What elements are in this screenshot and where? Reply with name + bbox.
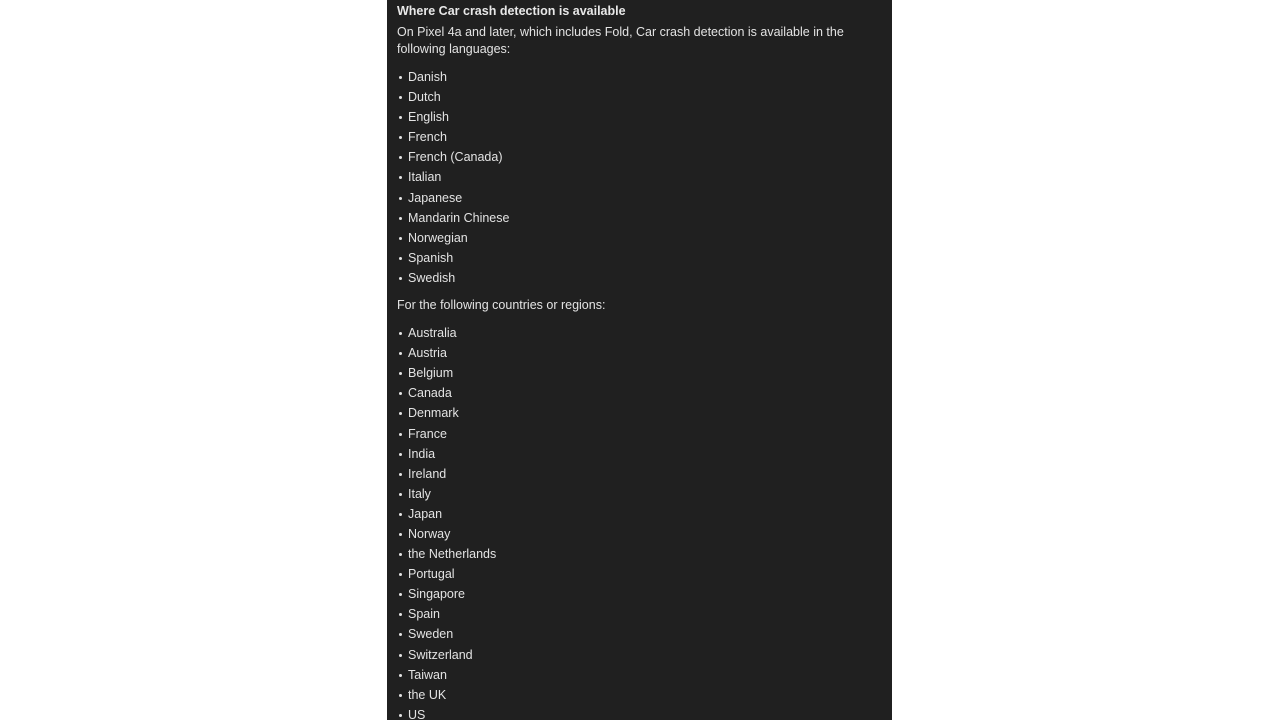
list-item-language: English xyxy=(397,107,882,127)
list-item-region: Portugal xyxy=(397,564,882,584)
list-item-language: Danish xyxy=(397,67,882,87)
list-item-language: Spanish xyxy=(397,248,882,268)
list-item-region: Denmark xyxy=(397,403,882,423)
list-item-language: French (Canada) xyxy=(397,147,882,167)
regions-list xyxy=(397,323,882,720)
list-item-language: Japanese xyxy=(397,188,882,208)
list-item-language: Swedish xyxy=(397,268,882,288)
list-item-region: Taiwan xyxy=(397,665,882,685)
list-item-region: Sweden xyxy=(397,624,882,644)
list-item-region: the UK xyxy=(397,685,882,705)
list-item-region: US xyxy=(397,705,882,720)
list-item-region: the Netherlands xyxy=(397,544,882,564)
help-article-panel xyxy=(387,0,892,720)
list-item-language: Mandarin Chinese xyxy=(397,208,882,228)
regions-intro: For the following countries or regions: xyxy=(397,298,606,313)
list-item-region: Ireland xyxy=(397,464,882,484)
list-item-region: Italy xyxy=(397,484,882,504)
list-item-region: Norway xyxy=(397,524,882,544)
list-item-language: Dutch xyxy=(397,87,882,107)
section-heading: Where Car crash detection is available xyxy=(397,4,626,18)
languages-intro: On Pixel 4a and later, which includes Fold, Car crash detection is available in the following languages: xyxy=(397,25,844,56)
list-item-region: Australia xyxy=(397,323,882,343)
list-item-region: India xyxy=(397,444,882,464)
list-item-region: Spain xyxy=(397,604,882,624)
list-item-region: Belgium xyxy=(397,363,882,383)
list-item-region: Switzerland xyxy=(397,645,882,665)
list-item-region: France xyxy=(397,424,882,444)
languages-list xyxy=(397,67,882,288)
list-item-region: Canada xyxy=(397,383,882,403)
list-item-language: Italian xyxy=(397,167,882,187)
list-item-region: Japan xyxy=(397,504,882,524)
list-item-region: Singapore xyxy=(397,584,882,604)
list-item-language: French xyxy=(397,127,882,147)
list-item-region: Austria xyxy=(397,343,882,363)
list-item-language: Norwegian xyxy=(397,228,882,248)
